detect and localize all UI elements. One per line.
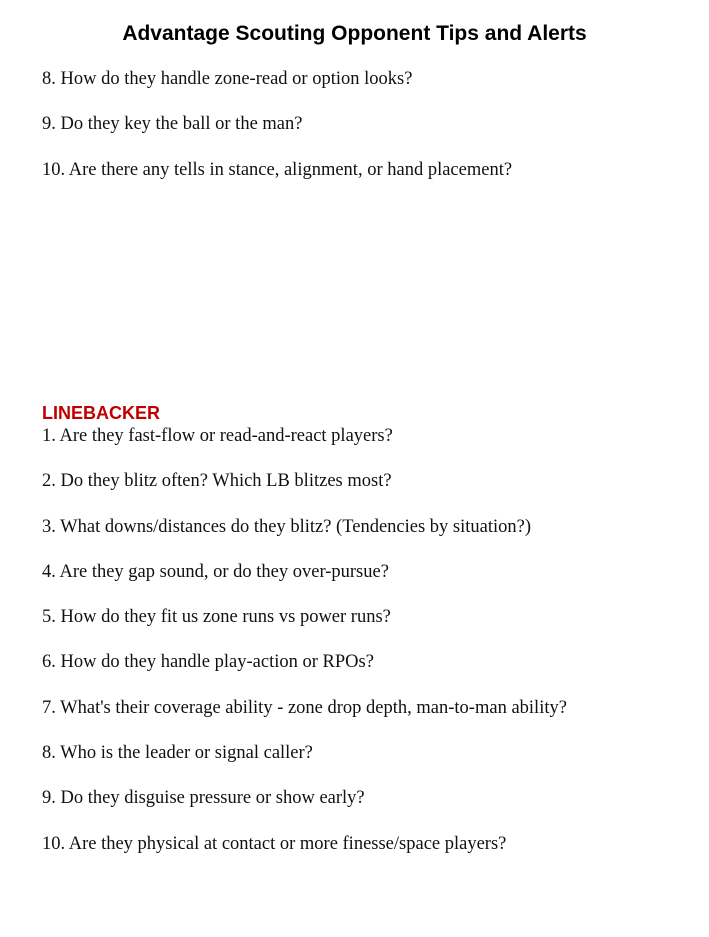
question-item: 6. How do they handle play-action or RPOs? [42, 652, 374, 673]
question-item: 5. How do they fit us zone runs vs power runs? [42, 607, 391, 628]
question-item: 8. How do they handle zone-read or option looks? [42, 69, 413, 89]
question-item: 10. Are there any tells in stance, alignment, or hand placement? [42, 159, 513, 180]
question-item: 9. Do they disguise pressure or show early? [42, 788, 365, 809]
question-item: 9. Do they key the ball or the man? [42, 114, 303, 135]
question-item: 8. Who is the leader or signal caller? [42, 743, 313, 764]
question-item: 7. What's their coverage ability - zone drop depth, man-to-man ability? [42, 697, 567, 718]
previous-section-question-list [42, 57, 512, 193]
linebacker-section-heading: LINEBACKER [42, 403, 161, 423]
question-item: 1. Are they fast-flow or read-and-react players? [42, 426, 393, 446]
question-item: 3. What downs/distances do they blitz? (Tendencies by situation?) [42, 516, 532, 537]
linebacker-question-list [42, 414, 567, 867]
question-item: 2. Do they blitz often? Which LB blitzes most? [42, 471, 392, 492]
question-item: 10. Are they physical at contact or more finesse/space players? [42, 833, 507, 854]
question-item: 4. Are they gap sound, or do they over-pursue? [42, 561, 389, 582]
page-title: Advantage Scouting Opponent Tips and Alerts [122, 22, 587, 45]
